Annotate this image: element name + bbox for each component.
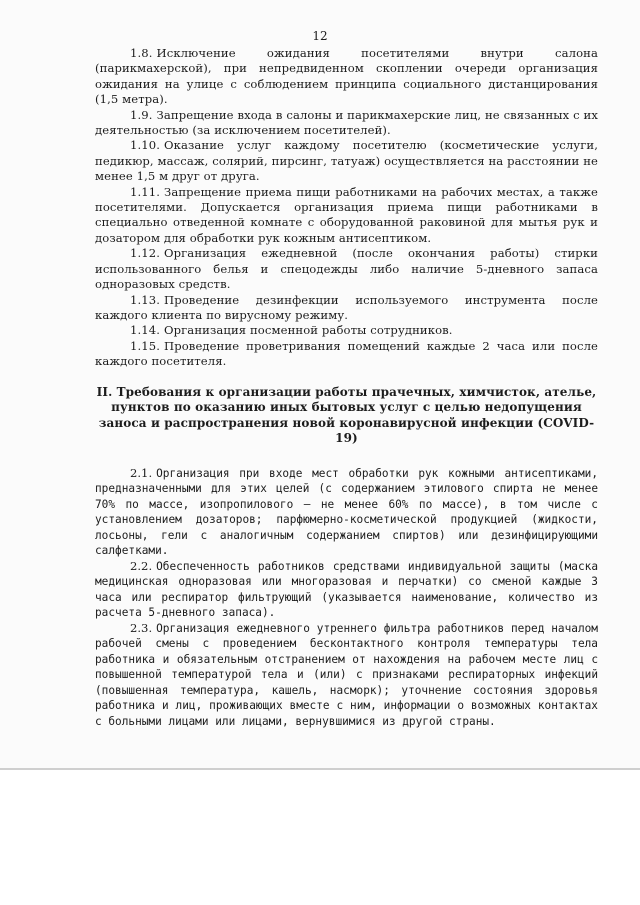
item-2-3 xyxy=(95,621,598,730)
item-2-1 xyxy=(95,466,598,559)
item-number: 1.12. xyxy=(130,246,160,261)
section-two xyxy=(95,466,598,730)
item-text: Исключение ожидания посетителями внутри салона (парикмахерской), при непредвиденном скоплении очереди организация ожидания на улице с соблюдением принципа социального дистанцирования (1,5 метра). xyxy=(95,46,598,107)
item-text: Организация посменной работы сотрудников. xyxy=(164,323,453,338)
section-one xyxy=(95,46,598,370)
item-number: 2.2. xyxy=(130,558,153,573)
item-number: 2.3. xyxy=(130,620,153,635)
item-1-10 xyxy=(95,138,598,184)
item-number: 1.14. xyxy=(130,323,160,338)
blank-area xyxy=(0,770,640,905)
item-text: Оказание услуг каждому посетителю (косметические услуги, педикюр, массаж, солярий, пирсинг, татуаж) осуществляется на расстоянии не менее 1,5 м друг от друга. xyxy=(95,138,598,184)
item-text: Организация ежедневной (после окончания работы) стирки использованного белья и спецодежды либо наличие 5-дневного запаса одноразовых средств. xyxy=(95,246,598,292)
section-two-heading: II. Требования к организации работы прачечных, химчисток, ателье, пунктов по оказанию иных бытовых услуг с целью недопущения заноса и распространения новой коронавирусной инфекции (COVID-19) xyxy=(96,384,597,446)
item-text: Организация при входе мест обработки рук кожными антисептиками, предназначенными для этих целей (с содержанием этилового спирта не менее 70% по массе, изопропилового – не менее 60% по массе), в том числе с установлением дозаторов; парфюмерно-косметической продукцией (жидкости, лосьоны, гели с аналогичным содержанием спиртов) или дезинфицирующими салфетками. xyxy=(95,466,598,558)
page-number: 12 xyxy=(312,29,328,43)
item-1-9 xyxy=(95,108,598,139)
item-1-15 xyxy=(95,339,598,370)
item-text: Запрещение приема пищи работниками на рабочих местах, а также посетителями. Допускается организация приема пищи работниками в специально отведенной комнате с оборудованной раковиной для мытья рук и дозатором для обработки рук кожным антисептиком. xyxy=(95,184,598,245)
item-2-2 xyxy=(95,559,598,621)
item-text: Организация ежедневного утреннего фильтра работников перед началом рабочей смены с проведением бесконтактного контроля температуры тела работника и обязательным отстранением от нахождения на рабочем месте лиц с повышенной температурой тела и (или) с признаками респираторных инфекций (повышенная температура, кашель, насморк); уточнение состояния здоровья работника и лиц, проживающих вместе с ним, информации о возможных контактах с больными лицами или лицами, вернувшимися из другой страны. xyxy=(95,621,598,728)
item-text: Проведение проветривания помещений каждые 2 часа или после каждого посетителя. xyxy=(95,338,598,369)
item-1-12 xyxy=(95,246,598,292)
item-number: 1.10. xyxy=(130,138,160,153)
item-text: Проведение дезинфекции используемого инструмента после каждого клиента по вирусному режиму. xyxy=(95,292,598,322)
item-text: Запрещение входа в салоны и парикмахерские лиц, не связанных с их деятельностью (за исключением посетителей). xyxy=(95,107,598,138)
item-number: 1.9. xyxy=(130,107,153,122)
item-text: Обеспеченность работников средствами индивидуальной защиты (маска медицинская одноразовая или многоразовая и перчатки) со сменой каждые 3 часа или респиратор фильтрующий (указывается наименование, количество из расчета 5-дневного запаса). xyxy=(95,559,598,620)
item-1-13 xyxy=(95,293,598,324)
item-number: 2.1. xyxy=(130,465,153,480)
item-number: 1.8. xyxy=(130,46,153,60)
item-1-8 xyxy=(95,46,598,108)
document-body xyxy=(95,46,598,729)
item-1-14 xyxy=(95,323,598,338)
item-number: 1.13. xyxy=(130,292,160,307)
item-1-11 xyxy=(95,185,598,247)
item-number: 1.11. xyxy=(130,184,160,199)
item-number: 1.15. xyxy=(130,338,160,353)
